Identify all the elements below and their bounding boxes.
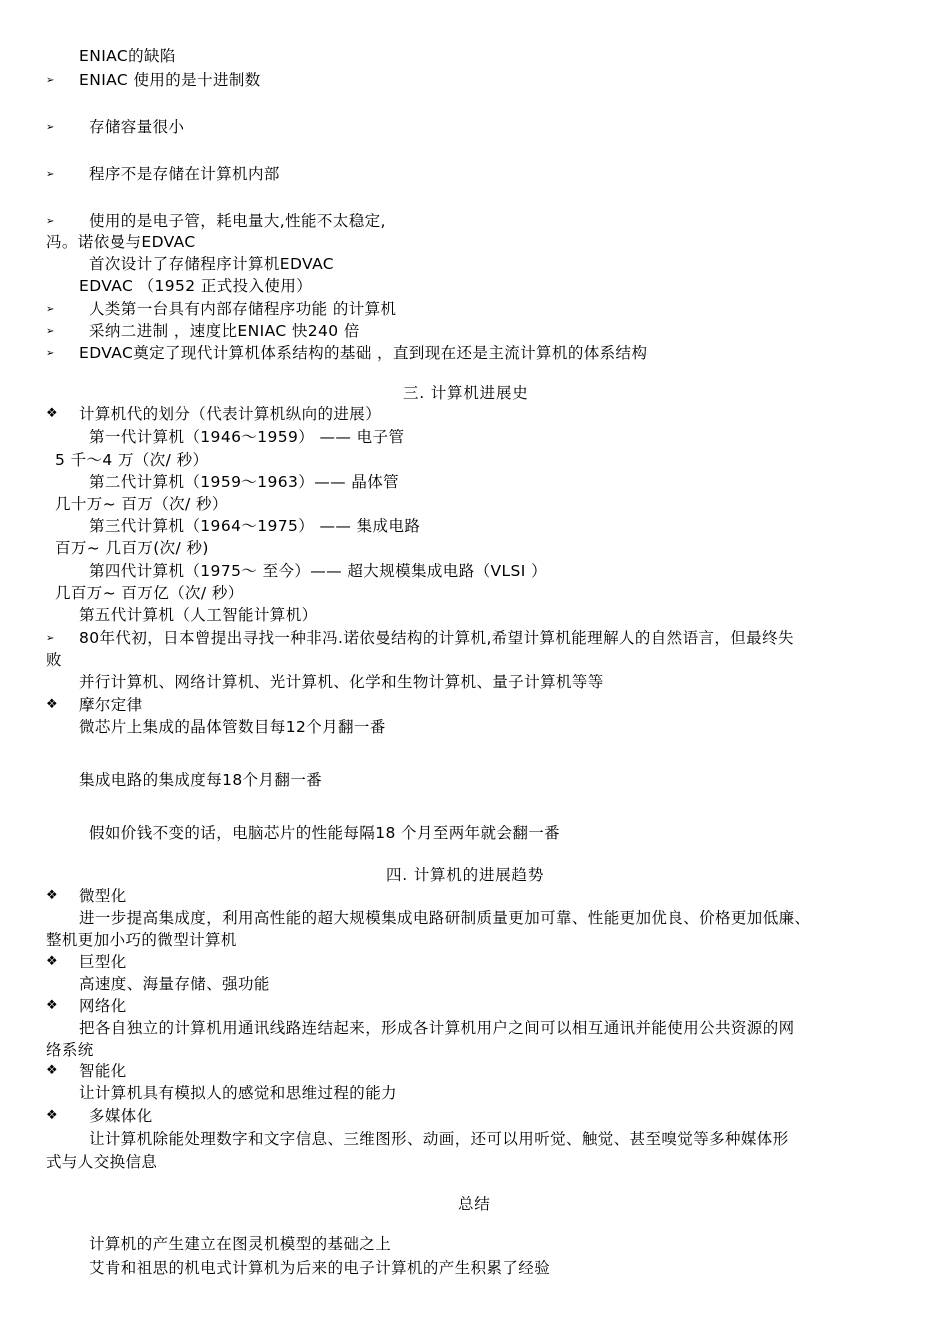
- arrow-bullet: ➢: [46, 122, 55, 133]
- text-line: 智能化: [79, 1062, 127, 1080]
- text-line: 摩尔定律: [79, 696, 143, 714]
- text-line: 冯。诺依曼与EDVAC: [46, 233, 196, 251]
- diamond-bullet: ❖: [46, 697, 58, 712]
- arrow-bullet: ➢: [46, 348, 55, 359]
- text-line: 多媒体化: [89, 1107, 153, 1125]
- text-line: 几百万~ 百万亿（次/ 秒）: [55, 584, 244, 602]
- diamond-bullet: ❖: [46, 954, 58, 969]
- text-line: 整机更加小巧的微型计算机: [46, 931, 237, 949]
- arrow-bullet: ➢: [46, 75, 55, 86]
- diamond-bullet: ❖: [46, 1108, 58, 1123]
- text-line: 计算机代的划分（代表计算机纵向的进展）: [79, 405, 382, 423]
- arrow-bullet: ➢: [46, 169, 55, 180]
- text-line: 采纳二进制 ，速度比ENIAC 快240 倍: [89, 322, 360, 340]
- text-line: 百万~ 几百万(次/ 秒): [55, 539, 209, 557]
- text-line: 进一步提高集成度，利用高性能的超大规模集成电路研制质量更加可靠、性能更加优良、价格更加低廉、: [79, 909, 811, 927]
- section-heading: 三. 计算机进展史: [403, 384, 529, 402]
- text-line: 假如价钱不变的话，电脑芯片的性能每隔18 个月至两年就会翻一番: [89, 824, 561, 842]
- text-line: 微型化: [79, 887, 127, 905]
- text-line: 5 千～4 万（次/ 秒）: [55, 451, 209, 469]
- text-line: 让计算机除能处理数字和文字信息、三维图形、动画，还可以用听觉、触觉、甚至嗅觉等多种媒体形: [89, 1130, 789, 1148]
- text-line: 败: [46, 651, 62, 669]
- text-line: 络系统: [46, 1041, 94, 1059]
- text-line: 使用的是电子管，耗电量大,性能不太稳定,: [89, 212, 386, 230]
- text-line: 第三代计算机（1964～1975） —— 集成电路: [89, 517, 421, 535]
- text-line: 把各自独立的计算机用通讯线路连结起来，形成各计算机用户之间可以相互通讯并能使用公共资源的网: [79, 1019, 795, 1037]
- arrow-bullet: ➢: [46, 304, 55, 315]
- diamond-bullet: ❖: [46, 1063, 58, 1078]
- text-line: 第一代计算机（1946～1959） —— 电子管: [89, 428, 405, 446]
- section-heading: 四. 计算机的进展趋势: [386, 866, 545, 884]
- arrow-bullet: ➢: [46, 216, 55, 227]
- diamond-bullet: ❖: [46, 888, 58, 903]
- text-line: 第四代计算机（1975～ 至今）—— 超大规模集成电路（VLSI ）: [89, 562, 547, 580]
- text-line: 高速度、海量存储、强功能: [79, 975, 270, 993]
- text-line: 人类第一台具有内部存储程序功能 的计算机: [89, 300, 397, 318]
- text-line: ENIAC的缺陷: [79, 47, 176, 65]
- text-line: 第五代计算机（人工智能计算机）: [79, 606, 318, 624]
- text-line: 存储容量很小: [89, 118, 185, 136]
- text-line: ENIAC 使用的是十进制数: [79, 71, 261, 89]
- text-line: 几十万~ 百万（次/ 秒）: [55, 495, 228, 513]
- diamond-bullet: ❖: [46, 998, 58, 1013]
- text-line: 巨型化: [79, 953, 127, 971]
- text-line: 第二代计算机（1959～1963）—— 晶体管: [89, 473, 400, 491]
- text-line: 首次设计了存储程序计算机EDVAC: [89, 255, 335, 273]
- text-line: 集成电路的集成度每18个月翻一番: [79, 771, 323, 789]
- text-line: 程序不是存储在计算机内部: [89, 165, 280, 183]
- text-line: 式与人交换信息: [46, 1153, 158, 1171]
- text-line: EDVAC奠定了现代计算机体系结构的基础 ，直到现在还是主流计算机的体系结构: [79, 344, 648, 362]
- section-heading: 总结: [458, 1195, 491, 1213]
- text-line: 80年代初，日本曾提出寻找一种非冯.诺依曼结构的计算机,希望计算机能理解人的自然语言，但最终失: [79, 629, 794, 647]
- text-line: 网络化: [79, 997, 127, 1015]
- text-line: 并行计算机、网络计算机、光计算机、化学和生物计算机、量子计算机等等: [79, 673, 604, 691]
- text-line: 计算机的产生建立在图灵机模型的基础之上: [89, 1235, 392, 1253]
- diamond-bullet: ❖: [46, 406, 58, 421]
- text-line: EDVAC （1952 正式投入使用）: [79, 277, 313, 295]
- text-line: 微芯片上集成的晶体管数目每12个月翻一番: [79, 718, 386, 736]
- arrow-bullet: ➢: [46, 326, 55, 337]
- text-line: 艾肯和祖思的机电式计算机为后来的电子计算机的产生积累了经验: [89, 1259, 551, 1277]
- text-line: 让计算机具有模拟人的感觉和思维过程的能力: [79, 1084, 398, 1102]
- arrow-bullet: ➢: [46, 633, 55, 644]
